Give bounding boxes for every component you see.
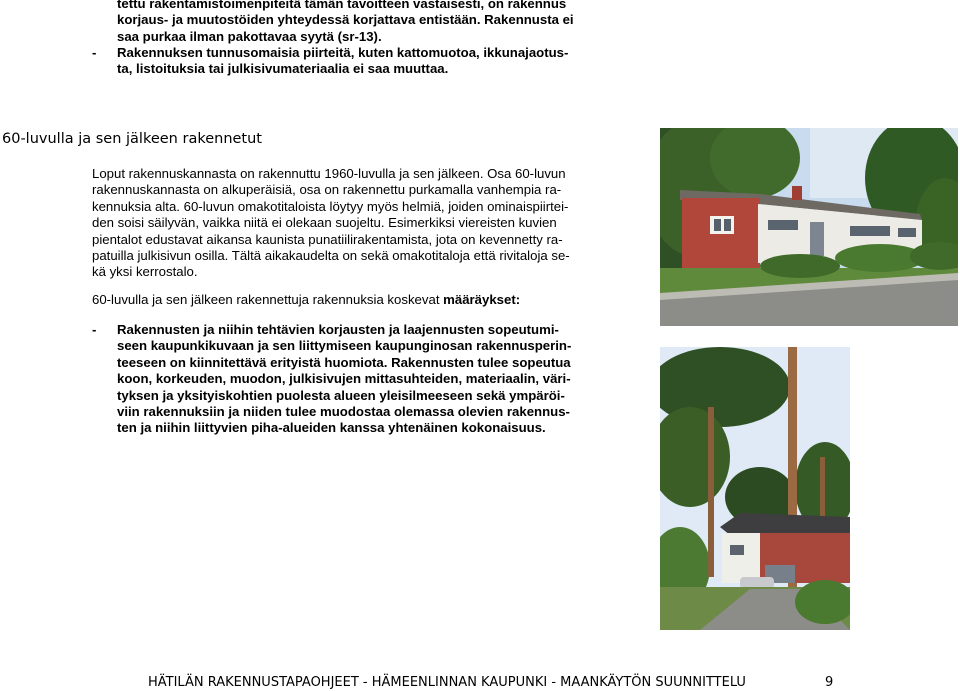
text-line: Loput rakennuskannasta on rakennuttu 1960-luvulla ja sen jälkeen. Osa 60-luvun	[92, 166, 566, 181]
text-line: viin rakennuksiin ja niiden tulee muodostaa olemassa olevien rakennus-	[117, 404, 570, 420]
regulations-bold: määräykset:	[443, 292, 521, 307]
text-line: kä yksi kerrostalo.	[92, 264, 198, 280]
text-line: rakennuskannasta on alkuperäisiä, osa on rakennettu purkamalla vanhempia ra-	[92, 182, 562, 198]
text-line: teeseen on kiinnitettävä erityistä huomiota. Rakennusten tulee sopeutua	[117, 354, 571, 370]
top-bullet	[92, 45, 603, 78]
text-line: Rakennusten ja niihin tehtävien korjausten ja laajennusten sopeutumi-	[117, 322, 559, 337]
text-line: seen kaupunkikuvaan ja sen liittymiseen kaupunginosan rakennusperin-	[117, 338, 572, 354]
regulations-intro	[92, 292, 520, 308]
section-heading: 60-luvulla ja sen jälkeen rakennetut	[2, 131, 262, 147]
text-line: ten ja niihin liittyvien piha-alueiden kanssa yhtenäinen kokonaisuus.	[117, 420, 546, 436]
text-line: Rakennuksen tunnusomaisia piirteitä, kuten kattomuotoa, ikkunajaotus-	[117, 45, 569, 60]
text-line: tyksen ja yksityiskohtien puolesta alueen yleisilmeeseen sekä ympäröi-	[117, 387, 565, 403]
text-line: tettu rakentamistoimenpiteitä tämän tavoitteen vastaisesti, on rakennus	[117, 0, 567, 11]
regulations-prefix: 60-luvulla ja sen jälkeen rakennettuja rakennuksia koskevat	[92, 292, 444, 307]
section-paragraph	[92, 166, 602, 281]
text-line: korjaus- ja muutostöiden yhteydessä korjattava entistään. Rakennusta ei	[117, 12, 574, 28]
text-line: saa purkaa ilman pakottavaa syytä (sr-13).	[117, 28, 382, 44]
text-line: pientalot edustavat aikansa kaunista punatiilirakentamista, jota on kevennetty ra-	[92, 231, 563, 247]
photo-brick-house	[660, 128, 958, 326]
photo-pine-house	[660, 347, 850, 630]
page-number: 9	[825, 675, 834, 690]
text-line: ta, listoituksia tai julkisivumateriaalia ei saa muuttaa.	[117, 61, 449, 77]
text-line: patuilla julkisivun osilla. Tältä aikakaudelta on sekä omakotitaloja että rivitaloja se-	[92, 248, 570, 264]
footer	[148, 675, 746, 691]
bullet-dash: -	[92, 45, 97, 60]
text-line: kennuksia alta. 60-luvun omakotitaloista löytyy myös helmiä, joiden ominaispiirtei-	[92, 198, 569, 214]
text-line: den soisi säilyvän, vaikka niitä ei olekaan suojeltu. Esimerkiksi viereisten kuvien	[92, 215, 557, 231]
text-line: koon, korkeuden, muodon, julkisivujen mittasuhteiden, materiaalin, väri-	[117, 371, 571, 387]
regulations-bullet	[92, 322, 603, 437]
top-paragraph	[117, 0, 603, 45]
footer-text: HÄTILÄN RAKENNUSTAPAOHJEET - HÄMEENLINNAN KAUPUNKI - MAANKÄYTÖN SUUNNITTELU	[148, 675, 746, 690]
bullet-dash: -	[92, 322, 97, 337]
